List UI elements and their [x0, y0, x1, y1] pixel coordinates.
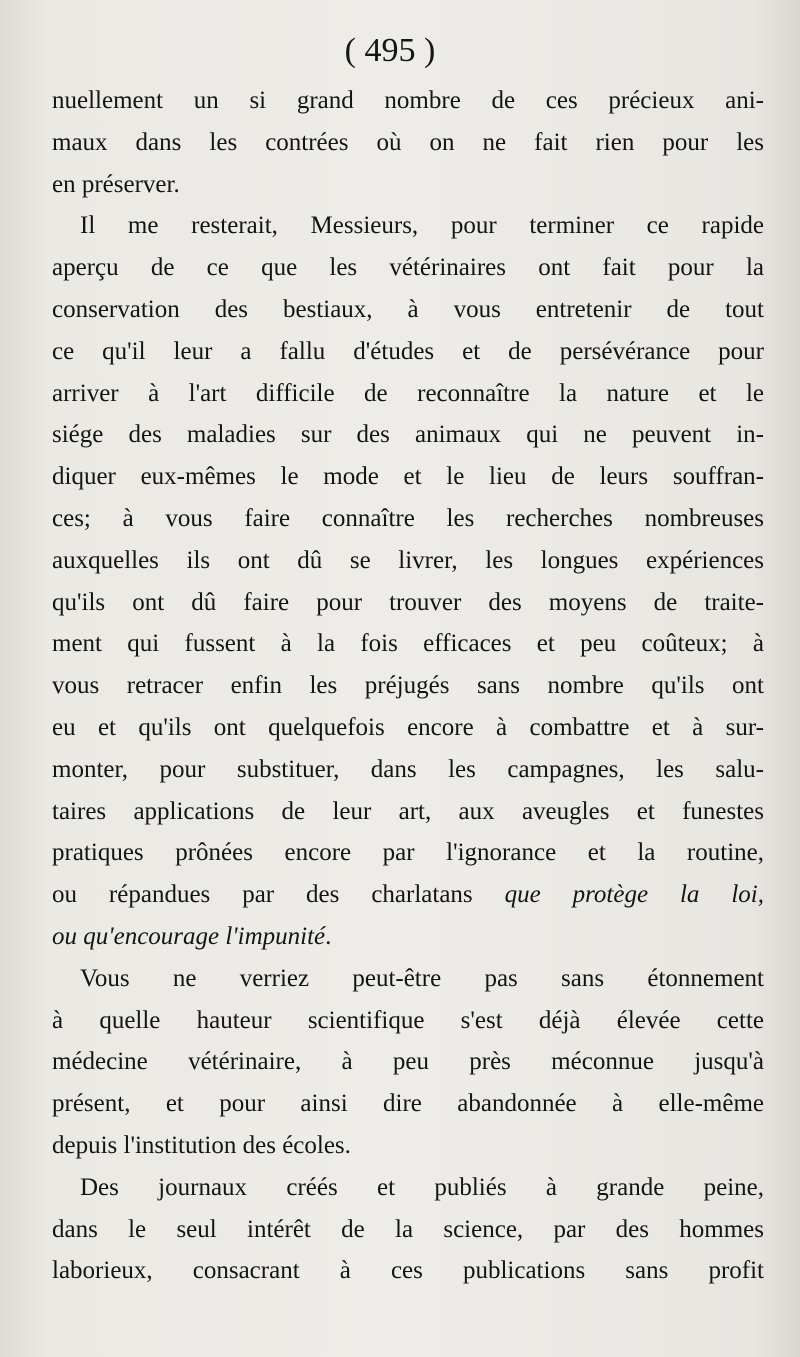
text-segment: Des journaux créés et publiés à grande peine, — [80, 1173, 764, 1201]
text-segment: dans le seul intérêt de la science, par des hommes — [52, 1215, 764, 1243]
text-segment: pratiques prônées encore par l'ignorance et la routine, — [52, 839, 764, 867]
text-line — [52, 1167, 764, 1209]
text-segment: Il me resterait, Messieurs, pour terminer ce rapide — [80, 212, 764, 240]
text-segment: en préserver. — [52, 170, 180, 198]
text-segment: présent, et pour ainsi dire abandonnée à elle-même — [52, 1090, 764, 1118]
text-line — [52, 1083, 764, 1125]
text-segment: arriver à l'art difficile de reconnaître la nature et le — [52, 379, 764, 407]
text-line — [52, 373, 764, 415]
text-segment: médecine vétérinaire, à peu près méconnue jusqu'à — [52, 1048, 764, 1076]
text-line — [52, 205, 764, 247]
text-line — [52, 665, 764, 707]
text-line — [52, 958, 764, 1000]
text-line — [52, 289, 764, 331]
text-segment: ou répandues par des charlatans — [52, 881, 505, 909]
text-segment: laborieux, consacrant à ces publications sans profit — [52, 1257, 764, 1285]
text-line — [52, 540, 764, 582]
text-line — [52, 874, 764, 916]
text-line — [52, 916, 764, 958]
text-line — [52, 498, 764, 540]
text-segment: taires applications de leur art, aux aveugles et funestes — [52, 797, 764, 825]
text-segment: ment qui fussent à la fois efficaces et peu coûteux; à — [52, 630, 764, 658]
text-line — [52, 80, 764, 122]
text-line — [52, 331, 764, 373]
text-line — [52, 164, 764, 206]
text-segment: monter, pour substituer, dans les campagnes, les salu- — [52, 755, 764, 783]
text-line — [52, 456, 764, 498]
text-segment: qu'ils ont dû faire pour trouver des moyens de traite- — [52, 588, 764, 616]
text-segment: conservation des bestiaux, à vous entretenir de tout — [52, 295, 764, 323]
text-segment: eu et qu'ils ont quelquefois encore à combattre et à sur- — [52, 713, 764, 741]
page-number: ( 495 ) — [344, 32, 436, 69]
text-segment: auxquelles ils ont dû se livrer, les longues expériences — [52, 546, 764, 574]
text-line — [52, 1041, 764, 1083]
text-line — [52, 749, 764, 791]
body-text — [52, 80, 764, 1292]
text-segment: Vous ne verriez peut-être pas sans étonnement — [80, 964, 764, 992]
text-segment: nuellement un si grand nombre de ces précieux ani- — [52, 87, 764, 114]
text-line — [52, 1250, 764, 1292]
text-segment: vous retracer enfin les préjugés sans nombre qu'ils ont — [52, 672, 764, 700]
italic-text-segment: ou qu'encourage l'impunité — [52, 922, 326, 950]
text-segment: ces; à vous faire connaître les recherches nombreuses — [52, 504, 764, 532]
text-line — [52, 247, 764, 289]
text-segment: depuis l'institution des écoles. — [52, 1131, 351, 1159]
text-segment: maux dans les contrées où on ne fait rien pour les — [52, 128, 764, 156]
text-segment: . — [325, 922, 332, 950]
text-line — [52, 414, 764, 456]
text-line — [52, 623, 764, 665]
text-line — [52, 582, 764, 624]
text-line — [52, 791, 764, 833]
text-line — [52, 1000, 764, 1042]
text-line — [52, 1209, 764, 1251]
text-segment: siége des maladies sur des animaux qui ne peuvent in- — [52, 421, 764, 449]
text-line — [52, 707, 764, 749]
text-line — [52, 1125, 764, 1167]
text-line — [52, 832, 764, 874]
text-segment: à quelle hauteur scientifique s'est déjà élevée cette — [52, 1006, 764, 1034]
text-line — [52, 122, 764, 164]
text-segment: aperçu de ce que les vétérinaires ont fait pour la — [52, 254, 764, 282]
text-segment: ce qu'il leur a fallu d'études et de persévérance pour — [52, 337, 764, 365]
italic-text-segment: que protège la loi, — [504, 881, 764, 909]
text-segment: diquer eux-mêmes le mode et le lieu de leurs souffran- — [52, 463, 764, 491]
